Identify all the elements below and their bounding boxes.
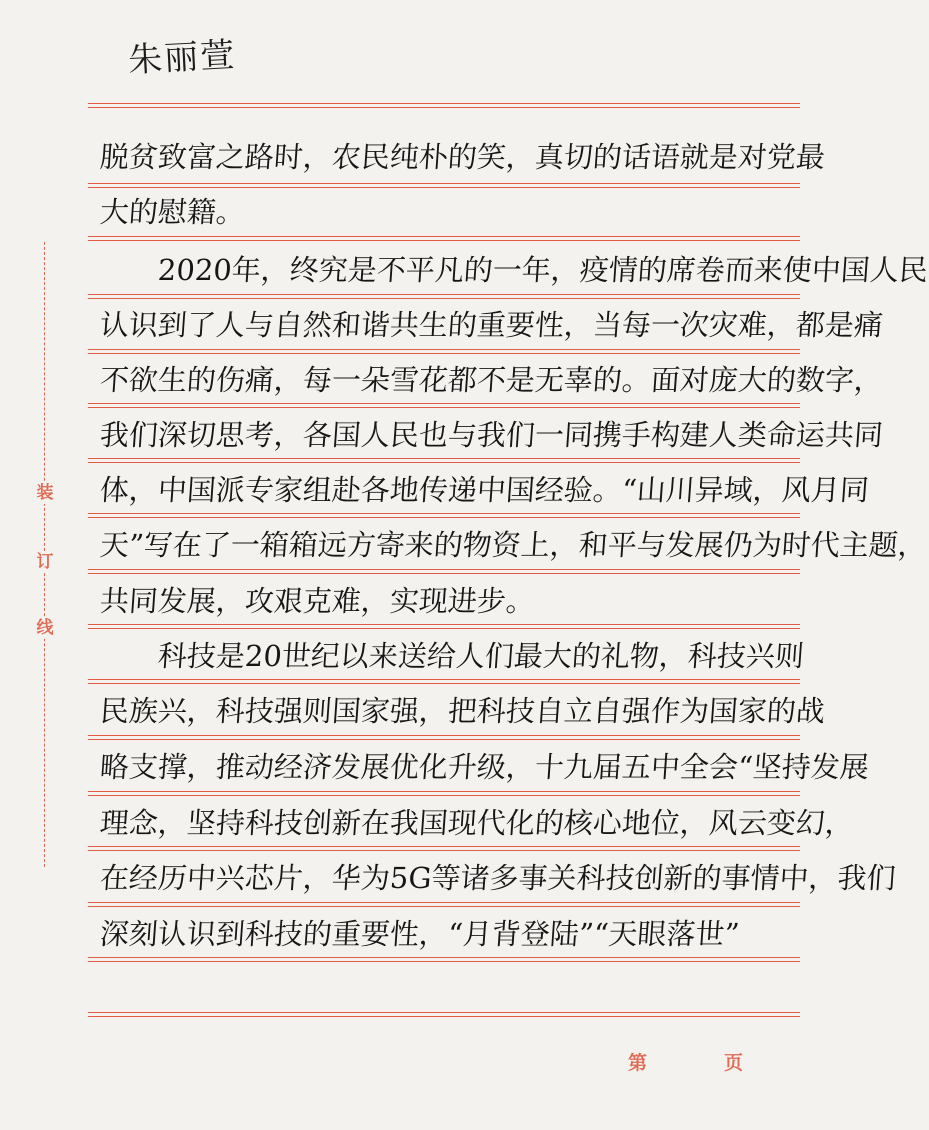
text-line: 深刻认识到科技的重要性，“月背登陆”“天眼落世” xyxy=(98,917,741,951)
author-name: 朱丽萱 xyxy=(127,35,238,81)
page-label-prefix: 第 xyxy=(628,1052,648,1074)
text-line: 体，中国派专家组赴各地传递中国经验。“山川异域，风月同 xyxy=(98,473,871,507)
text-line: 我们深切思考，各国人民也与我们一同携手构建人类命运共同 xyxy=(98,418,885,452)
binding-char-zhuang: 装 xyxy=(34,482,56,504)
ruled-line xyxy=(88,735,800,740)
ruled-line xyxy=(88,294,800,299)
binding-char-xian: 线 xyxy=(34,617,56,639)
text-line: 理念，坚持科技创新在我国现代化的核心地位，风云变幻， xyxy=(98,806,856,840)
text-line: 认识到了人与自然和谐共生的重要性，当每一次灾难，都是痛 xyxy=(98,308,885,342)
ruled-line xyxy=(88,403,800,408)
ruled-line xyxy=(88,957,800,962)
text-line: 在经历中兴芯片，华为5G等诸多事关科技创新的事情中，我们 xyxy=(98,861,897,895)
ruled-line xyxy=(88,1012,800,1017)
binding-char-ding: 订 xyxy=(34,551,56,573)
text-line: 科技是20世纪以来送给人们最大的礼物，科技兴则 xyxy=(98,639,806,673)
text-line: 不欲生的伤痛，每一朵雪花都不是无辜的。面对庞大的数字， xyxy=(98,363,885,397)
page-label-suffix: 页 xyxy=(724,1052,744,1074)
text-line: 略支撑，推动经济发展优化升级，十九届五中全会“坚持发展 xyxy=(98,750,871,784)
ruled-line xyxy=(88,902,800,907)
text-line: 天”写在了一箱箱远方寄来的物资上，和平与发展仍为时代主题， xyxy=(98,528,929,562)
ruled-line xyxy=(88,236,800,241)
ruled-line xyxy=(88,349,800,354)
ruled-line xyxy=(88,513,800,518)
ruled-line xyxy=(88,103,800,108)
text-line: 共同发展，攻艰克难，实现进步。 xyxy=(98,584,537,618)
ruled-line xyxy=(88,569,800,574)
text-line: 大的慰籍。 xyxy=(98,195,247,229)
text-line: 脱贫致富之路时，农民纯朴的笑，真切的话语就是对党最 xyxy=(98,140,827,174)
text-line: 民族兴，科技强则国家强，把科技自立自强作为国家的战 xyxy=(98,694,827,728)
ruled-line xyxy=(88,624,800,629)
ruled-line xyxy=(88,679,800,684)
ruled-line xyxy=(88,183,800,188)
ruled-line xyxy=(88,458,800,463)
ruled-line xyxy=(88,846,800,851)
ruled-line xyxy=(88,791,800,796)
text-line: 2020年，终究是不平凡的一年，疫情的席卷而来使中国人民 xyxy=(98,253,929,287)
